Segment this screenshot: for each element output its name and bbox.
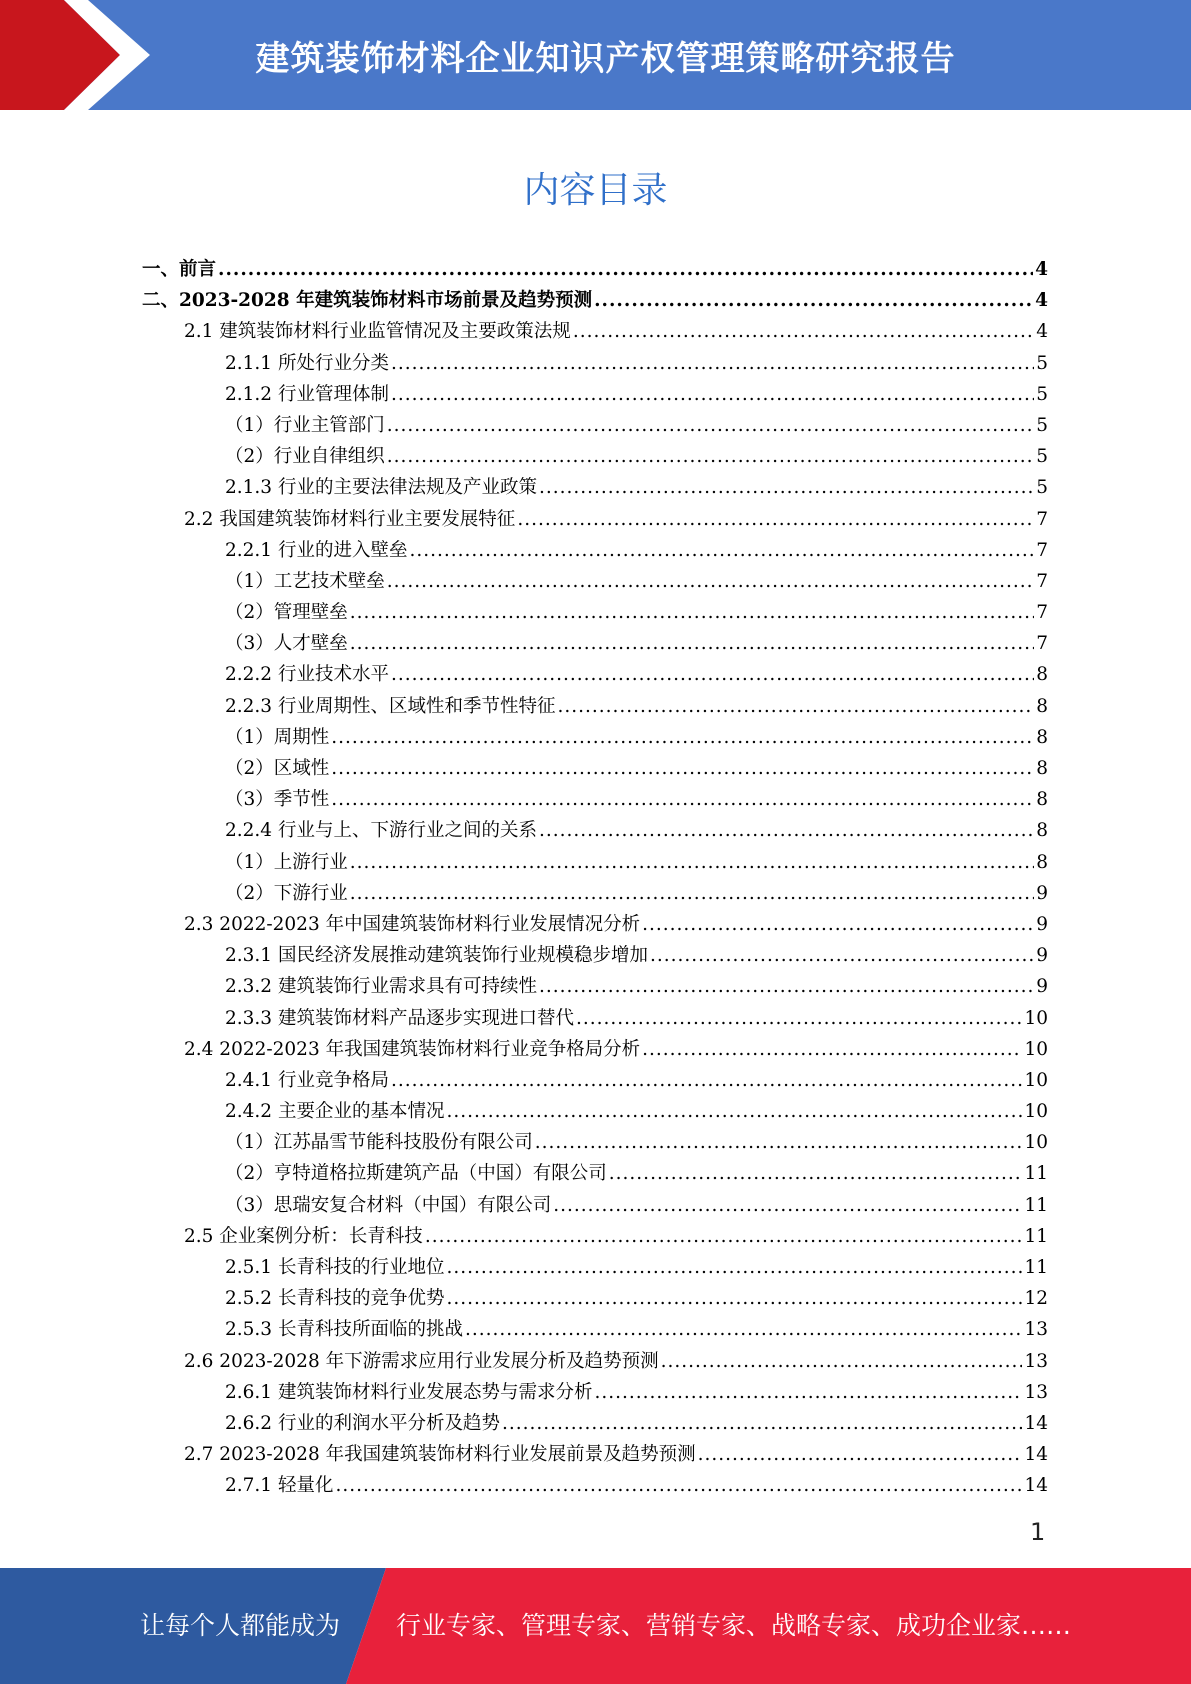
toc-dot-leader (391, 1065, 1022, 1096)
toc-entry-page: 9 (1036, 913, 1048, 935)
toc-entry-title: 2.2.1 行业的进入壁垒 (225, 539, 408, 561)
footer-slogan-left: 让每个人都能成为 (140, 1611, 341, 1640)
toc-entry[interactable] (142, 753, 1048, 784)
toc-entry-title: 2.2.4 行业与上、下游行业之间的关系 (225, 820, 537, 842)
toc-dot-leader (539, 815, 1034, 846)
toc-entry[interactable] (142, 597, 1048, 628)
toc-entry-title: （3）季节性 (225, 789, 330, 811)
toc-heading: 内容目录 (523, 170, 668, 211)
toc-dot-leader (661, 1346, 1023, 1377)
toc-entry-page: 13 (1024, 1350, 1048, 1372)
toc-dot-leader (387, 441, 1034, 472)
toc-entry-title: 2.2.2 行业技术水平 (225, 664, 389, 686)
toc-dot-leader (331, 753, 1034, 784)
toc-entry-title: 二、2023-2028 年建筑装饰材料市场前景及趋势预测 (142, 290, 593, 312)
toc-dot-leader (350, 878, 1034, 909)
toc-entry-title: 一、前言 (142, 259, 217, 280)
toc-entry-title: （2）区域性 (225, 758, 330, 779)
toc-entry-page: 8 (1036, 820, 1048, 842)
toc-entry-title: 2.1.3 行业的主要法律法规及产业政策 (225, 477, 537, 499)
toc-entry-page: 10 (1024, 1132, 1048, 1154)
toc-entry[interactable] (142, 971, 1048, 1002)
toc-entry[interactable] (142, 1283, 1048, 1314)
toc-entry-page: 13 (1024, 1319, 1048, 1341)
toc-entry[interactable] (142, 1096, 1048, 1127)
toc-entry-title: 2.5.1 长青科技的行业地位 (225, 1257, 445, 1278)
toc-entry-page: 7 (1036, 602, 1048, 624)
toc-entry[interactable] (142, 784, 1048, 815)
toc-dot-leader (642, 909, 1034, 940)
toc-dot-leader (387, 410, 1034, 441)
toc-entry-title: （1）周期性 (225, 726, 330, 748)
toc-entry-page: 10 (1024, 1069, 1048, 1091)
toc-dot-leader (502, 1408, 1022, 1439)
toc-entry-page: 7 (1036, 570, 1048, 592)
toc-dot-leader (350, 847, 1034, 878)
toc-entry[interactable] (142, 1034, 1048, 1065)
toc-entry-title: 2.3.1 国民经济发展推动建筑装饰行业规模稳步增加 (225, 945, 648, 967)
toc-entry-title: （3）人才壁垒 (225, 633, 348, 655)
toc-dot-leader (391, 348, 1034, 379)
toc-dot-leader (539, 472, 1034, 503)
toc-dot-leader (573, 316, 1034, 347)
footer-slogan-right: 行业专家、管理专家、营销专家、战略专家、成功企业家…… (396, 1611, 1072, 1640)
toc-entry[interactable] (142, 909, 1048, 940)
toc-entry-title: 2.6.2 行业的利润水平分析及趋势 (225, 1412, 500, 1434)
toc-dot-leader (218, 254, 1033, 285)
toc-entry-page: 10 (1024, 1101, 1048, 1123)
toc-entry[interactable] (142, 1158, 1048, 1189)
toc-entry[interactable] (142, 504, 1048, 535)
toc-dot-leader (391, 659, 1034, 690)
toc-entry-page: 8 (1036, 851, 1048, 873)
toc-entry-title: （3）思瑞安复合材料（中国）有限公司 (225, 1194, 552, 1216)
toc-entry[interactable] (142, 285, 1048, 316)
toc-dot-leader (446, 1283, 1022, 1314)
toc-entry-page: 14 (1024, 1475, 1048, 1497)
toc-entry-page: 14 (1024, 1412, 1048, 1434)
toc-entry[interactable] (142, 815, 1048, 846)
toc-entry[interactable] (142, 1377, 1048, 1408)
toc-entry-page: 8 (1036, 789, 1048, 811)
toc-entry-page: 8 (1036, 726, 1048, 748)
toc-entry-title: 2.1.2 行业管理体制 (225, 383, 389, 405)
toc-entry-title: （1）工艺技术壁垒 (225, 570, 385, 592)
toc-dot-leader (387, 566, 1034, 597)
toc-entry-title: 2.4.1 行业竞争格局 (225, 1069, 389, 1091)
toc-entry-title: 2.5.3 长青科技所面临的挑战 (225, 1319, 463, 1341)
toc-entry[interactable] (142, 1408, 1048, 1439)
toc-dot-leader (425, 1221, 1023, 1252)
toc-dot-leader (446, 1252, 1022, 1283)
toc-entry-title: 2.3 2022-2023 年中国建筑装饰材料行业发展情况分析 (184, 913, 641, 935)
page-header (0, 0, 1191, 110)
toc-entry-title: 2.1 建筑装饰材料行业监管情况及主要政策法规 (184, 321, 571, 343)
toc-dot-leader (594, 1377, 1022, 1408)
toc-entry[interactable] (142, 410, 1048, 441)
toc-entry[interactable] (142, 940, 1048, 971)
toc-dot-leader (335, 1470, 1022, 1501)
toc-entry[interactable] (142, 441, 1048, 472)
toc-entry-page: 5 (1036, 477, 1048, 499)
toc-dot-leader (517, 504, 1034, 535)
toc-entry[interactable] (142, 1252, 1048, 1283)
toc-entry[interactable] (142, 1346, 1048, 1377)
toc-entry-page: 9 (1036, 976, 1048, 998)
toc-dot-leader (576, 1003, 1022, 1034)
toc-entry-title: 2.3.3 建筑装饰材料产品逐步实现进口替代 (225, 1007, 574, 1029)
toc-entry-title: （2）亨特道格拉斯建筑产品（中国）有限公司 (225, 1163, 607, 1185)
toc-entry-title: （1）行业主管部门 (225, 414, 385, 436)
toc-dot-leader (642, 1034, 1022, 1065)
toc-entry-title: 2.3.2 建筑装饰行业需求具有可持续性 (225, 976, 537, 998)
toc-entry[interactable] (142, 1127, 1048, 1158)
toc-entry-page: 11 (1024, 1194, 1048, 1216)
toc-entry-title: 2.6.1 建筑装饰材料行业发展态势与需求分析 (225, 1381, 593, 1403)
toc-dot-leader (350, 597, 1034, 628)
toc-dot-leader (350, 628, 1034, 659)
toc-entry-page: 10 (1024, 1007, 1048, 1029)
toc-entry[interactable] (142, 566, 1048, 597)
toc-entry[interactable] (142, 722, 1048, 753)
toc-entry-title: 2.6 2023-2028 年下游需求应用行业发展分析及趋势预测 (184, 1350, 659, 1372)
toc-entry[interactable] (142, 691, 1048, 722)
toc-entry[interactable] (142, 1065, 1048, 1096)
toc-entry-page: 5 (1036, 446, 1048, 468)
toc-entry-title: 2.5 企业案例分析：长青科技 (184, 1225, 423, 1247)
toc-entry-title: 2.2.3 行业周期性、区域性和季节性特征 (225, 695, 556, 717)
toc-entry-page: 7 (1036, 539, 1048, 561)
toc-entry-title: （1）上游行业 (225, 851, 348, 873)
toc-entry-title: （2）行业自律组织 (225, 446, 385, 468)
toc-entry-page: 7 (1036, 633, 1048, 655)
toc-entry-title: （1）江苏晶雪节能科技股份有限公司 (225, 1132, 533, 1154)
toc-entry-page: 11 (1024, 1257, 1048, 1278)
toc-entry-page: 5 (1036, 414, 1048, 436)
toc-entry-page: 5 (1036, 352, 1048, 374)
toc-entry[interactable] (142, 847, 1048, 878)
page-footer (0, 1568, 1191, 1684)
toc-entry[interactable] (142, 1003, 1048, 1034)
toc-entry[interactable] (142, 878, 1048, 909)
toc-entry-page: 12 (1024, 1288, 1048, 1310)
toc-entry[interactable] (142, 1314, 1048, 1345)
toc-entry-page: 9 (1036, 882, 1048, 904)
toc-entry[interactable] (142, 628, 1048, 659)
toc-dot-leader (698, 1439, 1023, 1470)
toc-entry-page: 8 (1036, 695, 1048, 717)
toc-entry-page: 11 (1024, 1225, 1048, 1247)
toc-entry-title: 2.2 我国建筑装饰材料行业主要发展特征 (184, 508, 516, 530)
toc-entry-page: 4 (1036, 321, 1048, 343)
toc-entry-page: 11 (1024, 1163, 1048, 1185)
toc-entry-page: 4 (1035, 259, 1048, 280)
toc-entry[interactable] (142, 1439, 1048, 1470)
toc-dot-leader (539, 971, 1034, 1002)
report-title: 建筑装饰材料企业知识产权管理策略研究报告 (255, 38, 956, 79)
toc-entry-title: 2.4 2022-2023 年我国建筑装饰材料行业竞争格局分析 (184, 1038, 641, 1060)
table-of-contents (142, 254, 1048, 1502)
toc-entry-title: （2）下游行业 (225, 882, 348, 904)
toc-dot-leader (391, 379, 1034, 410)
toc-entry-title: （2）管理壁垒 (225, 602, 348, 624)
toc-entry-title: 2.7.1 轻量化 (225, 1475, 334, 1497)
toc-entry[interactable] (142, 472, 1048, 503)
toc-entry[interactable] (142, 379, 1048, 410)
toc-entry-page: 8 (1036, 664, 1048, 686)
toc-entry[interactable] (142, 1190, 1048, 1221)
toc-entry[interactable] (142, 316, 1048, 347)
toc-dot-leader (594, 285, 1033, 316)
toc-entry[interactable] (142, 1221, 1048, 1252)
toc-entry-title: 2.4.2 主要企业的基本情况 (225, 1101, 445, 1123)
toc-entry-page: 9 (1036, 945, 1048, 967)
toc-entry[interactable] (142, 348, 1048, 379)
toc-dot-leader (553, 1190, 1022, 1221)
toc-entry-title: 2.5.2 长青科技的竞争优势 (225, 1288, 445, 1310)
toc-entry-page: 7 (1036, 508, 1048, 530)
toc-entry-page: 13 (1024, 1381, 1048, 1403)
toc-dot-leader (331, 722, 1034, 753)
toc-dot-leader (609, 1158, 1023, 1189)
page-number: 1 (1030, 1518, 1046, 1546)
toc-entry-page: 4 (1035, 290, 1048, 312)
toc-dot-leader (446, 1096, 1022, 1127)
toc-entry-title: 2.7 2023-2028 年我国建筑装饰材料行业发展前景及趋势预测 (184, 1444, 696, 1466)
toc-entry[interactable] (142, 535, 1048, 566)
toc-dot-leader (557, 691, 1034, 722)
toc-dot-leader (535, 1127, 1023, 1158)
toc-entry-page: 5 (1036, 383, 1048, 405)
toc-entry-page: 10 (1024, 1038, 1048, 1060)
toc-dot-leader (331, 784, 1034, 815)
toc-entry-page: 14 (1024, 1444, 1048, 1466)
toc-entry[interactable] (142, 254, 1048, 285)
toc-entry[interactable] (142, 659, 1048, 690)
toc-entry[interactable] (142, 1470, 1048, 1501)
toc-dot-leader (650, 940, 1034, 971)
toc-entry-page: 8 (1036, 758, 1048, 779)
toc-dot-leader (409, 535, 1034, 566)
toc-dot-leader (465, 1314, 1022, 1345)
toc-entry-title: 2.1.1 所处行业分类 (225, 352, 389, 374)
